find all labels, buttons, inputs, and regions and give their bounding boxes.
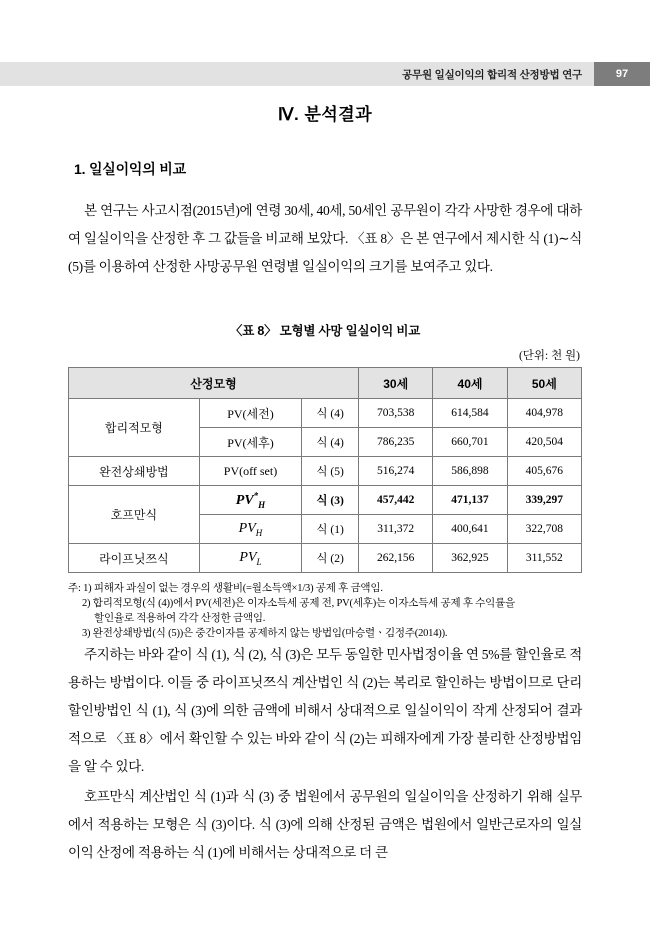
section-title: 1. 일실이익의 비교 — [74, 161, 186, 177]
cell-formula: PV(세전) — [199, 399, 301, 428]
cell-value-age30: 311,372 — [359, 515, 433, 544]
table-note-2: 2) 합리적모형(식 (4))에서 PV(세전)은 이자소득세 공제 전, PV(세후)는 이자소득세 공제 후 수익률을 — [82, 598, 515, 609]
math-pv-l: $PV_L$ — [239, 549, 262, 567]
paragraph-3: 호프만식 계산법인 식 (1)과 식 (3) 중 법원에서 공무원의 일실이익을 산정하기 위해 실무에서 적용하는 모형은 식 (3)이다. 식 (3)에 의해 산정된 금액은 법원에서 일반근로자의 일실이익 산정에 적용하는 식 (1)에 비해서는 상대적으로 더 큰 — [68, 789, 582, 860]
cell-equation: 식 (5) — [302, 457, 359, 486]
cell-equation: 식 (4) — [302, 428, 359, 457]
table-note-2-cont: 할인율로 적용하여 각각 산정한 금액임. — [94, 613, 266, 624]
table-notes — [68, 581, 582, 641]
page-content — [68, 100, 582, 867]
cell-value-age30: 703,538 — [359, 399, 433, 428]
cell-formula: PV(off set) — [199, 457, 301, 486]
cell-value-age40: 400,641 — [433, 515, 507, 544]
cell-value-age50: 420,504 — [507, 428, 581, 457]
table-header-age50: 50세 — [507, 368, 581, 399]
running-head-bar — [0, 62, 594, 86]
table-header-model: 산정모형 — [69, 368, 359, 399]
cell-model-name: 완전상쇄방법 — [69, 457, 200, 486]
table-row — [69, 399, 582, 428]
cell-value-age30: 262,156 — [359, 544, 433, 573]
cell-formula: PV(세후) — [199, 428, 301, 457]
cell-value-age50: 404,978 — [507, 399, 581, 428]
table-row — [69, 457, 582, 486]
cell-model-name: 합리적모형 — [69, 399, 200, 457]
paragraph-1: 본 연구는 사고시점(2015년)에 연령 30세, 40세, 50세인 공무원이 각각 사망한 경우에 대하여 일실이익을 산정한 후 그 값들을 비교해 보았다. 〈표 8〉은 본 연구에서 제시한 식 (1)∼식 (5)를 이용하여 산정한 사망공무원 연령별 일실이익의 크기를 보여주고 있다. — [68, 203, 582, 274]
table-note-3: 3) 완전상쇄방법(식 (5))은 중간이자를 공제하지 않는 방법임(마승렬ㆍ김정주(2014)). — [82, 628, 448, 639]
table-block — [68, 321, 582, 641]
cell-equation: 식 (1) — [302, 515, 359, 544]
table-note-1: 주: 1) 피해자 과실이 없는 경우의 생활비(=월소득액×1/3) 공제 후 금액임. — [68, 583, 383, 594]
cell-value-age50: 405,676 — [507, 457, 581, 486]
cell-value-age50: 311,552 — [507, 544, 581, 573]
cell-equation: 식 (4) — [302, 399, 359, 428]
cell-value-age40: 471,137 — [433, 486, 507, 515]
cell-value-age50: 339,297 — [507, 486, 581, 515]
cell-formula — [199, 486, 301, 515]
cell-value-age40: 614,584 — [433, 399, 507, 428]
table-unit-label: (단위: 천 원) — [518, 350, 580, 362]
paragraph-2: 주지하는 바와 같이 식 (1), 식 (2), 식 (3)은 모두 동일한 민사법정이율 연 5%를 할인율로 적용하는 방법이다. 이들 중 라이프닛쯔식 계산법인 식 (2)는 복리로 할인하는 방법이므로 단리 할인방법인 식 (1), 식 (3)에 의한 금액에 비해서 상대적으로 일실이익이 작게 산정되어 결과적으로 〈표 8〉에서 확인할 수 있는 바와 같이 식 (2)는 피해자에게 가장 불리한 산정방법임을 알 수 있다. — [68, 647, 582, 774]
cell-formula — [199, 515, 301, 544]
page-number: 97 — [594, 62, 650, 86]
cell-value-age30: 516,274 — [359, 457, 433, 486]
table-row — [69, 544, 582, 573]
cell-value-age40: 586,898 — [433, 457, 507, 486]
chapter-title: Ⅳ. 분석결과 — [277, 105, 373, 124]
cell-formula — [199, 544, 301, 573]
table-header-age40: 40세 — [433, 368, 507, 399]
running-head-title: 공무원 일실이익의 합리적 산정방법 연구 — [402, 68, 582, 81]
cell-equation: 식 (2) — [302, 544, 359, 573]
running-head — [0, 62, 650, 86]
math-pv-h: $PV_H$ — [238, 520, 263, 538]
cell-model-name: 라이프닛쯔식 — [69, 544, 200, 573]
comparison-table — [68, 367, 582, 573]
math-pv-star-h: $PV^*_H$ — [235, 490, 266, 510]
cell-value-age40: 660,701 — [433, 428, 507, 457]
cell-value-age30: 457,442 — [359, 486, 433, 515]
table-header-row — [69, 368, 582, 399]
cell-model-name: 호프만식 — [69, 486, 200, 544]
table-head — [69, 368, 582, 399]
cell-equation: 식 (3) — [302, 486, 359, 515]
table-caption: 〈표 8〉 모형별 사망 일실이익 비교 — [229, 324, 421, 338]
cell-value-age50: 322,708 — [507, 515, 581, 544]
table-body — [69, 399, 582, 573]
table-header-age30: 30세 — [359, 368, 433, 399]
table-row — [69, 486, 582, 515]
cell-value-age30: 786,235 — [359, 428, 433, 457]
cell-value-age40: 362,925 — [433, 544, 507, 573]
